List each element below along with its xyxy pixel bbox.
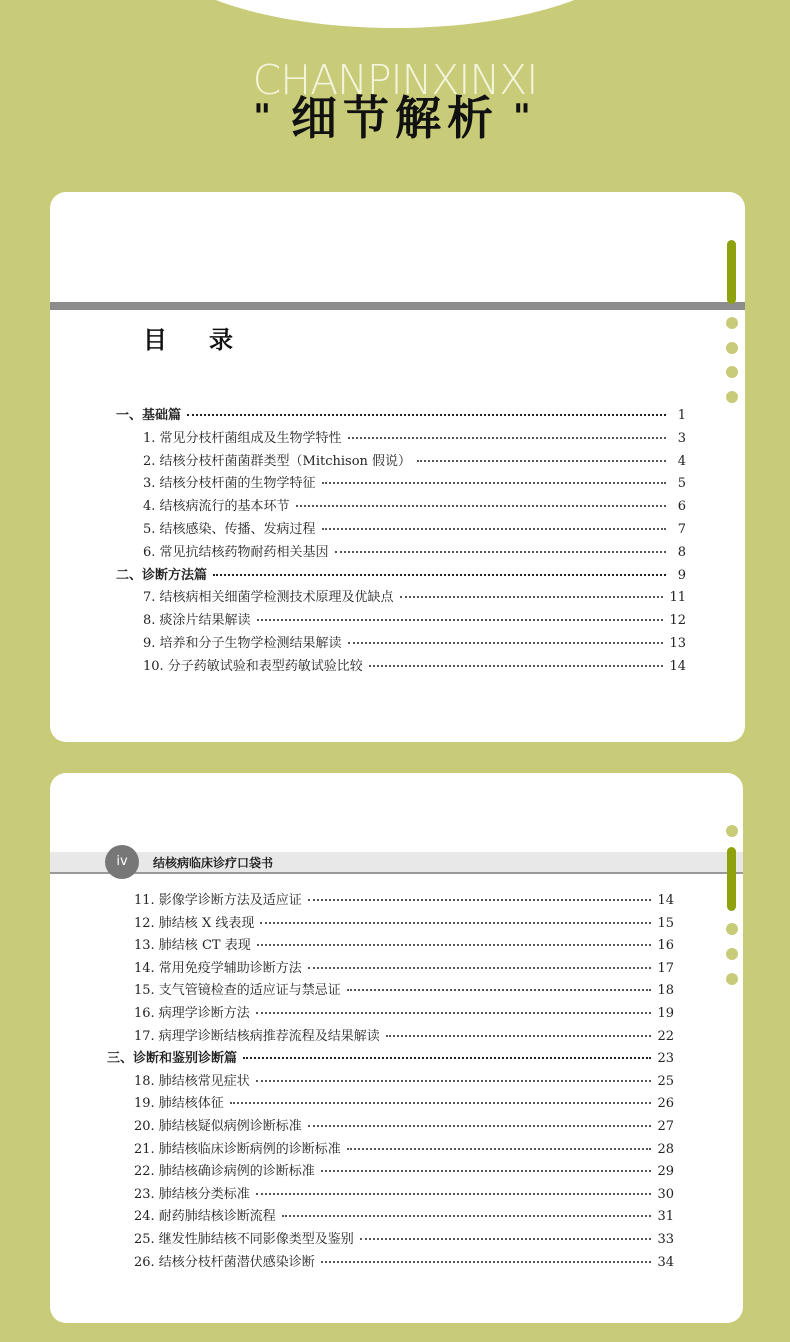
toc-entry-row — [134, 957, 674, 976]
toc-entry-row — [143, 472, 686, 491]
toc-entry-title: 6. 常见抗结核药物耐药相关基因 — [143, 544, 329, 560]
toc-section-row — [107, 1047, 674, 1066]
indicator-dot[interactable] — [726, 366, 738, 378]
toc-page-number: 6 — [677, 499, 686, 515]
toc-entry-row — [143, 427, 686, 446]
dot-leader — [308, 899, 652, 901]
dot-leader — [187, 414, 666, 416]
toc-page-number: 28 — [657, 1141, 674, 1157]
toc-entry-title: 二、诊断方法篇 — [116, 567, 208, 583]
header-title — [0, 82, 790, 148]
indicator-active[interactable] — [727, 847, 736, 911]
toc-page-number: 8 — [677, 544, 686, 560]
toc-section-row — [116, 404, 686, 423]
toc-page-number: 19 — [657, 1006, 674, 1021]
toc-entry-row — [134, 1138, 674, 1157]
toc-page-number: 23 — [657, 1051, 674, 1067]
top-arc-decoration — [150, 0, 640, 28]
quote-left: " — [253, 97, 277, 137]
toc-entry-title: 3. 结核分枝杆菌的生物学特征 — [143, 476, 316, 492]
dot-leader — [321, 1170, 652, 1172]
quote-right: " — [513, 97, 537, 137]
toc-page-number: 1 — [677, 408, 686, 423]
dot-leader — [322, 482, 666, 484]
dot-leader — [321, 1261, 652, 1263]
indicator-dot[interactable] — [726, 342, 738, 354]
toc-entry-title: 19. 肺结核体征 — [134, 1096, 224, 1112]
toc-page-number: 3 — [677, 430, 686, 446]
page-number-badge: iv — [105, 845, 139, 879]
toc-entry-title: 16. 病理学诊断方法 — [134, 1006, 250, 1021]
toc-entry-row — [134, 979, 674, 998]
toc-entry-title: 三、诊断和鉴别诊断篇 — [107, 1051, 238, 1067]
dot-leader — [282, 1215, 652, 1217]
toc-page-number: 29 — [657, 1164, 674, 1180]
dot-leader — [322, 528, 666, 530]
toc-entry-title: 11. 影像学诊断方法及适应证 — [134, 893, 302, 908]
toc-page-number: 17 — [657, 960, 674, 976]
toc-page-number: 9 — [677, 567, 686, 583]
toc-entry-title: 14. 常用免疫学辅助诊断方法 — [134, 960, 302, 976]
toc-page-number: 22 — [657, 1028, 674, 1044]
toc-entry-title: 10. 分子药敏试验和表型药敏试验比较 — [143, 658, 363, 674]
toc-page-number: 26 — [657, 1096, 674, 1112]
indicator-dot[interactable] — [726, 825, 738, 837]
indicator-dot[interactable] — [726, 948, 738, 960]
toc-entry-row — [134, 1070, 674, 1089]
toc-entry-title: 23. 肺结核分类标准 — [134, 1186, 250, 1202]
toc-page-number: 27 — [657, 1119, 674, 1134]
indicator-dot[interactable] — [726, 973, 738, 985]
dot-leader — [257, 944, 652, 946]
toc-entry-row — [134, 1205, 674, 1224]
toc-entry-title: 2. 结核分枝杆菌菌群类型（Mitchison 假说） — [143, 453, 412, 469]
toc-entry-title: 24. 耐药肺结核诊断流程 — [134, 1209, 276, 1225]
toc-entry-row — [134, 1002, 674, 1021]
indicator-active[interactable] — [727, 240, 736, 304]
toc-entry-title: 17. 病理学诊断结核病推荐流程及结果解读 — [134, 1028, 380, 1044]
running-head: 结核病临床诊疗口袋书 — [153, 856, 274, 870]
toc-page-number: 15 — [657, 915, 674, 931]
dot-leader — [347, 989, 652, 991]
header-pinyin: CHANPINXINXI — [252, 56, 538, 104]
dot-leader — [296, 505, 666, 507]
toc-entry-row — [143, 541, 686, 560]
toc-entry-title: 一、基础篇 — [116, 408, 182, 423]
toc-page-number: 13 — [669, 636, 686, 651]
dot-leader — [348, 642, 664, 644]
toc-entry-row — [134, 1228, 674, 1247]
toc-entry-row — [143, 518, 686, 537]
toc-entry-title: 18. 肺结核常见症状 — [134, 1073, 250, 1089]
toc-entry-title: 26. 结核分枝杆菌潜伏感染诊断 — [134, 1254, 315, 1270]
toc-page-number: 34 — [657, 1254, 674, 1270]
toc-entry-row — [134, 1025, 674, 1044]
toc-entry-row — [143, 586, 686, 605]
toc-page-number: 5 — [677, 476, 686, 492]
dot-leader — [260, 922, 651, 924]
toc-page-number: 14 — [657, 893, 674, 908]
toc-entry-row — [134, 1183, 674, 1202]
toc-section-row — [116, 564, 686, 583]
toc-entry-row — [134, 912, 674, 931]
toc-page-number: 30 — [657, 1186, 674, 1202]
dot-leader — [348, 437, 666, 439]
dot-leader — [256, 1080, 652, 1082]
toc-entry-title: 1. 常见分枝杆菌组成及生物学特性 — [143, 430, 342, 446]
toc-entry-row — [134, 1115, 674, 1134]
toc-entry-row — [134, 1092, 674, 1111]
toc-entry-row — [134, 1160, 674, 1179]
toc-entry-title: 20. 肺结核疑似病例诊断标准 — [134, 1119, 302, 1134]
toc-entry-title: 15. 支气管镜检查的适应证与禁忌证 — [134, 983, 341, 999]
toc-entry-row — [134, 934, 674, 953]
dot-leader — [256, 1193, 652, 1195]
toc-entry-title: 12. 肺结核 X 线表现 — [134, 915, 255, 931]
toc-entry-row — [143, 495, 686, 514]
toc-entry-row — [134, 889, 674, 908]
toc-entry-title: 8. 痰涂片结果解读 — [143, 613, 251, 629]
dot-leader — [243, 1057, 651, 1059]
dot-leader — [256, 1012, 652, 1014]
toc-entry-row — [143, 450, 686, 469]
toc-entry-title: 4. 结核病流行的基本环节 — [143, 499, 290, 515]
toc-title: 目录 — [143, 326, 275, 354]
dot-leader — [308, 1125, 652, 1127]
page-top-rule — [50, 302, 745, 310]
dot-leader — [257, 619, 664, 621]
toc-entry-title: 5. 结核感染、传播、发病过程 — [143, 522, 316, 537]
dot-leader — [369, 665, 664, 667]
dot-leader — [335, 551, 666, 553]
header-title-text: 细节解析 — [291, 91, 499, 145]
dot-leader — [213, 574, 666, 576]
toc-page-number: 33 — [657, 1232, 674, 1247]
toc-page-number: 25 — [657, 1073, 674, 1089]
dot-leader — [400, 596, 664, 598]
dot-leader — [360, 1238, 652, 1240]
toc-entry-row — [134, 1251, 674, 1270]
toc-page-number: 11 — [669, 590, 686, 606]
toc-entry-row — [143, 655, 686, 674]
toc-entry-title: 25. 继发性肺结核不同影像类型及鉴别 — [134, 1232, 354, 1247]
toc-page-card-2 — [50, 773, 743, 1323]
indicator-dot[interactable] — [726, 923, 738, 935]
toc-page-number: 31 — [657, 1209, 674, 1225]
toc-entry-row — [143, 609, 686, 628]
toc-entry-row — [143, 632, 686, 651]
toc-page-number: 7 — [677, 522, 686, 537]
indicator-dot[interactable] — [726, 391, 738, 403]
dot-leader — [417, 460, 666, 462]
indicator-dot[interactable] — [726, 317, 738, 329]
toc-entry-title: 9. 培养和分子生物学检测结果解读 — [143, 636, 342, 651]
dot-leader — [347, 1148, 652, 1150]
toc-page-number: 12 — [669, 613, 686, 629]
dot-leader — [386, 1035, 652, 1037]
toc-entry-title: 22. 肺结核确诊病例的诊断标准 — [134, 1164, 315, 1180]
dot-leader — [230, 1102, 652, 1104]
toc-entry-title: 13. 肺结核 CT 表现 — [134, 938, 251, 954]
toc-page-number: 14 — [669, 658, 686, 674]
toc-page-number: 4 — [677, 453, 686, 469]
toc-entry-title: 21. 肺结核临床诊断病例的诊断标准 — [134, 1141, 341, 1157]
toc-page-number: 18 — [657, 983, 674, 999]
toc-page-number: 16 — [657, 938, 674, 954]
toc-page-card-1 — [50, 192, 745, 742]
toc-entry-title: 7. 结核病相关细菌学检测技术原理及优缺点 — [143, 590, 394, 606]
dot-leader — [308, 967, 652, 969]
